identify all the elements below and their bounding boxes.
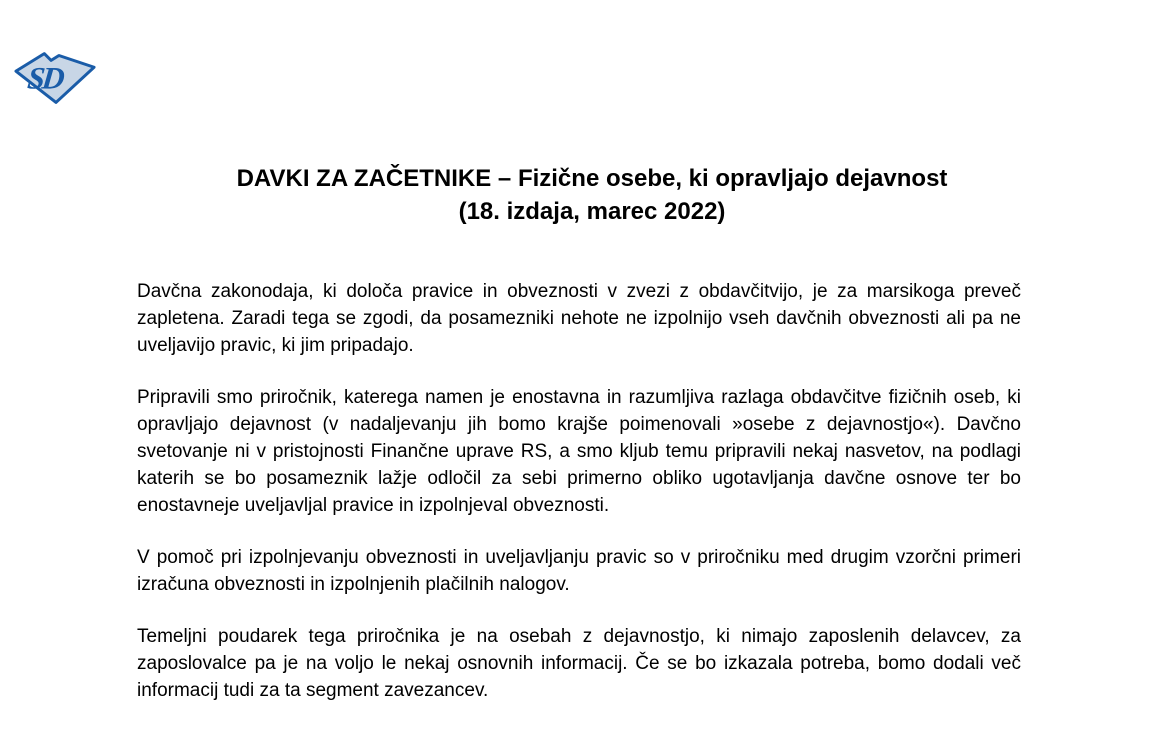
paragraph-sample-calculations: V pomoč pri izpolnjevanju obveznosti in uveljavljanju pravic so v priročniku med drugim vzorčni primeri izračuna obveznosti in izpolnjenih plačilnih nalogov. (137, 547, 1021, 595)
paragraph-target-audience: Temeljni poudarek tega priročnika je na osebah z dejavnostjo, ki nimajo zaposlenih delavcev, za zaposlovalce pa je na voljo le nekaj osnovnih informacij. Če se bo izkazala potreba, bomo dodali več informacij tudi za ta segment zavezancev. (137, 626, 1021, 701)
sd-logo (14, 50, 98, 106)
logo-letters: SD (25, 60, 64, 96)
title-line-2: (18. izdaja, marec 2022) (458, 198, 726, 225)
paragraph-intro-legislation: Davčna zakonodaja, ki določa pravice in obveznosti v zvezi z obdavčitvijo, je za marsikoga preveč zapletena. Zaradi tega se zgodi, da posamezniki nehote ne izpolnijo vseh davčnih obveznosti ali pa ne uveljavijo pravic, ki jim pripadajo. (137, 281, 1021, 356)
document-body (137, 278, 1021, 704)
title-line-1: DAVKI ZA ZAČETNIKE – Fizične osebe, ki opravljajo dejavnost (236, 165, 948, 192)
diamond-shield-icon (14, 50, 98, 106)
document-title (150, 162, 1034, 228)
paragraph-handbook-purpose: Pripravili smo priročnik, katerega namen je enostavna in razumljiva razlaga obdavčitve fizičnih oseb, ki opravljajo dejavnost (v nadaljevanju jih bomo krajše poimenovali »osebe z dejavnostjo«). Davčno svetovanje ni v pristojnosti Finančne uprave RS, a smo kljub temu pripravili nekaj nasvetov, na podlagi katerih se bo posameznik lažje odločil za sebi primerno obliko ugotavljanja davčne osnove ter bo enostavneje uveljavljal pravice in izpolnjeval obveznosti. (137, 387, 1021, 516)
